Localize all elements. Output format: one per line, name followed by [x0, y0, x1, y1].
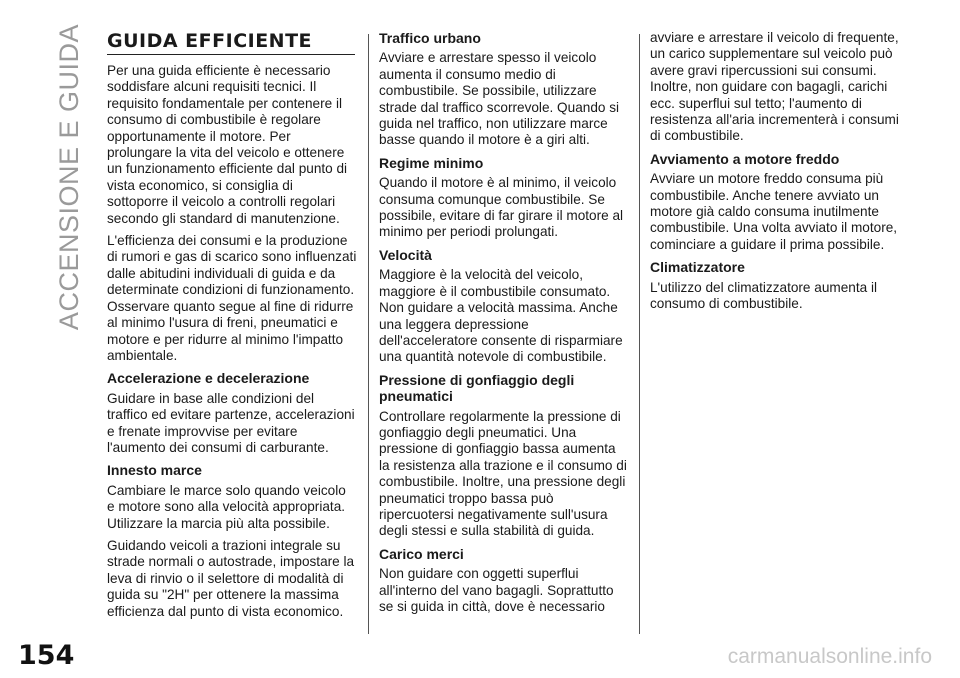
heading-air-conditioning: Climatizzatore [650, 259, 745, 276]
heading-acceleration: Accelerazione e decelerazione [107, 370, 310, 387]
heading-speed: Velocità [379, 246, 432, 263]
watermark: carmanualsonline.info [727, 645, 932, 668]
intro-paragraph: Per una guida efficiente è necessario soddisfare alcuni requisiti tecnici. Il requisito fondamentale per contenere il consumo di combustibile è regolare opportunamente il motore. Per prolungare la vita del veicolo e ottenere un funzionamento efficiente dal punto di vista economico, si consiglia di sottoporre il veicolo a controlli regolari secondo gli standard di manutenzione. [107, 63, 348, 226]
column-2 [379, 30, 629, 621]
heading-tyre-pressure: Pressione di gonfiaggio degli pneumatici [379, 371, 575, 405]
column-1 [107, 30, 357, 626]
heading-idle: Regime minimo [379, 154, 484, 171]
cold-start-paragraph: Avviare un motore freddo consuma più combustibile. Anche tenere avviato un motore già caldo consuma inutilmente combustibile. Una volta avviato il motore, cominciare a guidare il prima possibile. [650, 171, 898, 252]
heading-gear-shift: Innesto marce [107, 462, 202, 479]
tyre-pressure-paragraph: Controllare regolarmente la pressione di gonfiaggio degli pneumatici. Una pressione di gonfiaggio bassa aumenta la resistenza alla trazione e il consumo di combustibile. Inoltre, una pressione degli pneumatici troppo bassa può ripercuotersi negativamente sull'usura degli stessi e sulla stabilità di guida. [379, 408, 627, 539]
page-number: 154 [18, 640, 75, 671]
chapter-side-title: ACCENSIONE E GUIDA [54, 24, 84, 331]
heading-urban-traffic: Traffico urbano [379, 30, 481, 46]
heading-cold-start: Avviamento a motore freddo [650, 150, 840, 167]
column-divider [639, 34, 640, 634]
gear-shift-paragraph: Cambiare le marce solo quando veicolo e motore sono alla velocità appropriata. Utilizzare la marcia più alta possibile. [107, 482, 346, 531]
four-wheel-drive-paragraph: Guidando veicoli a trazioni integrale su strade normali o autostrade, impostare la leva di rinvio o il selettore di modalità di guida su "2H" per ottenere la massima efficienza dal punto di vista economico. [107, 537, 355, 619]
acceleration-paragraph: Guidare in base alle condizioni del traffico ed evitare partenze, accelerazioni e frenate improvvise per evitare l'aumento dei consumi di carburante. [107, 390, 355, 455]
idle-paragraph: Quando il motore è al minimo, il veicolo consuma comunque combustibile. Se possibile, evitare di far girare il motore al minimo per periodi prolungati. [379, 175, 624, 240]
speed-paragraph: Maggiore è la velocità del veicolo, maggiore è il combustibile consumato. Non guidare a velocità massima. Anche una leggera depressione dell'acceleratore consente di risparmiare una quantità notevole di combustibile. [379, 267, 623, 365]
cargo-continued-paragraph: avviare e arrestare il veicolo di frequente, un carico supplementare sul veicolo può avere gravi ripercussioni sui consumi. Inoltre, non guidare con bagagli, carichi ecc. superflui sul tetto; l'aumento di resistenza all'aria incrementerà i consumi di combustibile. [650, 30, 899, 144]
column-divider [368, 34, 369, 634]
air-conditioning-paragraph: L'utilizzo del climatizzatore aumenta il consumo di combustibile. [650, 279, 877, 312]
section-title: GUIDA EFFICIENTE [107, 30, 313, 52]
heading-cargo: Carico merci [379, 545, 464, 562]
column-3 [650, 30, 900, 319]
cargo-paragraph: Non guidare con oggetti superflui all'interno del vano bagagli. Soprattutto se si guida in città, dove è necessario [379, 566, 614, 614]
urban-traffic-paragraph: Avviare e arrestare spesso il veicolo aumenta il consumo medio di combustibile. Se possibile, utilizzare strade dal traffico scorrevole. Quando si guida nel traffico, non utilizzare marce basse quando il motore è a giri alti. [379, 50, 620, 148]
title-rule [107, 54, 355, 55]
efficiency-paragraph: L'efficienza dei consumi e la produzione di rumori e gas di scarico sono influenzati dalle abitudini individuali di guida e da determinate condizioni di funzionamento. Osservare quanto segue al fine di ridurre al minimo l'usura di freni, pneumatici e motore e per ridurre al minimo l'impatto ambientale. [107, 233, 357, 363]
